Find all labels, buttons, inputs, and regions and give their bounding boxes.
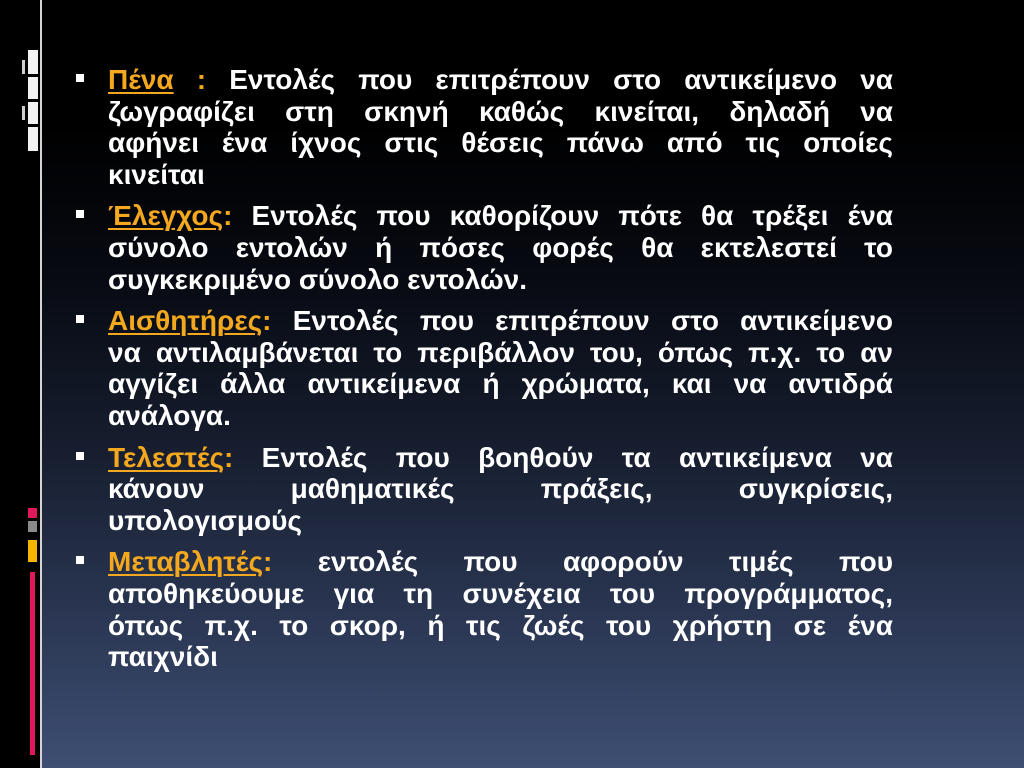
bullet-line	[108, 127, 893, 159]
bullet-line	[108, 400, 893, 432]
bullet-line	[108, 442, 893, 474]
bullet-text: να αντιλαμβάνεται το περιβάλλον του, όπως π.χ. το αν	[108, 336, 893, 368]
white-accent-bar	[28, 77, 38, 99]
yellow-accent-block	[28, 540, 37, 562]
red-accent-line	[30, 572, 35, 755]
bullet-line	[108, 337, 893, 369]
bullet-line	[108, 64, 893, 96]
bullet-line	[108, 546, 893, 578]
bullet-term: Πένα	[108, 64, 174, 95]
bullet-line	[108, 305, 893, 337]
bullet-line	[108, 505, 893, 537]
bullet-line	[108, 641, 893, 673]
bullet-line	[108, 232, 893, 264]
bullet-text: αφήνει ένα ίχνος στις θέσεις πάνω από τις οποίες	[108, 127, 893, 159]
bullet-line	[108, 368, 893, 400]
bullet-line	[108, 200, 893, 232]
bullet-text: κινείται	[108, 158, 205, 190]
red-accent-block	[28, 508, 37, 518]
bullet-item-telestes	[108, 442, 893, 537]
bullet-text: αποθηκεύουμε για τη συνέχεια του προγράμματος,	[108, 577, 893, 609]
bullet-item-elegxos	[108, 200, 893, 295]
bullet-text: όπως π.χ. το σκορ, ή τις ζωές του χρήστη σε ένα	[108, 609, 893, 641]
white-accent-bar	[28, 102, 38, 124]
term-separator: :	[224, 441, 234, 473]
thin-accent-bar	[22, 106, 25, 120]
bullet-square-icon	[76, 556, 84, 564]
bullet-text: Εντολές που καθορίζουν πότε θα τρέξει ένα	[251, 200, 893, 232]
bullet-term: Έλεγχος	[108, 200, 224, 232]
bullet-text: παιχνίδι	[108, 641, 218, 673]
bullet-item-aisthitires	[108, 305, 893, 431]
bullet-text: ζωγραφίζει στη σκηνή καθώς κινείται, δηλαδή να	[108, 95, 893, 127]
white-accent-bar	[28, 127, 38, 151]
bullet-line	[108, 96, 893, 128]
bullet-line	[108, 473, 893, 505]
bullet-item-pena	[108, 64, 893, 190]
vertical-divider-line	[40, 0, 42, 768]
gray-accent-block	[28, 521, 37, 532]
term-separator: :	[173, 64, 207, 95]
thin-accent-bar	[22, 60, 25, 74]
bullet-term: Τελεστές	[108, 441, 225, 473]
bullet-text: κάνουν μαθηματικές πράξεις, συγκρίσεις,	[108, 473, 893, 505]
term-separator: :	[263, 546, 273, 578]
bullet-square-icon	[76, 452, 84, 460]
bullet-term: Αισθητήρες	[108, 305, 263, 337]
bullet-line	[108, 610, 893, 642]
white-accent-bar	[28, 50, 38, 74]
bullet-square-icon	[76, 74, 84, 82]
bullet-text: σύνολο εντολών ή πόσες φορές θα εκτελεστεί το	[108, 231, 893, 263]
bullet-square-icon	[76, 315, 84, 323]
bullet-text: Εντολές που επιτρέπουν στο αντικείμενο να	[229, 64, 893, 95]
bullet-square-icon	[76, 210, 84, 218]
bullet-text: Εντολές που βοηθούν τα αντικείμενα να	[261, 441, 893, 473]
bullet-text: συγκεκριμένο σύνολο εντολών.	[108, 263, 528, 295]
bullet-line	[108, 578, 893, 610]
term-separator: :	[223, 200, 233, 232]
bullet-text: Εντολές που επιτρέπουν στο αντικείμενο	[292, 305, 893, 337]
bullet-list	[108, 64, 893, 683]
bullet-line	[108, 159, 893, 191]
bullet-text: εντολές που αφορούν τιμές που	[317, 546, 893, 578]
term-separator: :	[262, 305, 272, 337]
bullet-text: αγγίζει άλλα αντικείμενα ή χρώματα, και να αντιδρά	[108, 368, 893, 400]
bullet-line	[108, 264, 893, 296]
bullet-item-metavlites	[108, 546, 893, 672]
bullet-term: Μεταβλητές	[108, 546, 263, 578]
bullet-text: υπολογισμούς	[108, 504, 302, 536]
bullet-text: ανάλογα.	[108, 399, 231, 431]
